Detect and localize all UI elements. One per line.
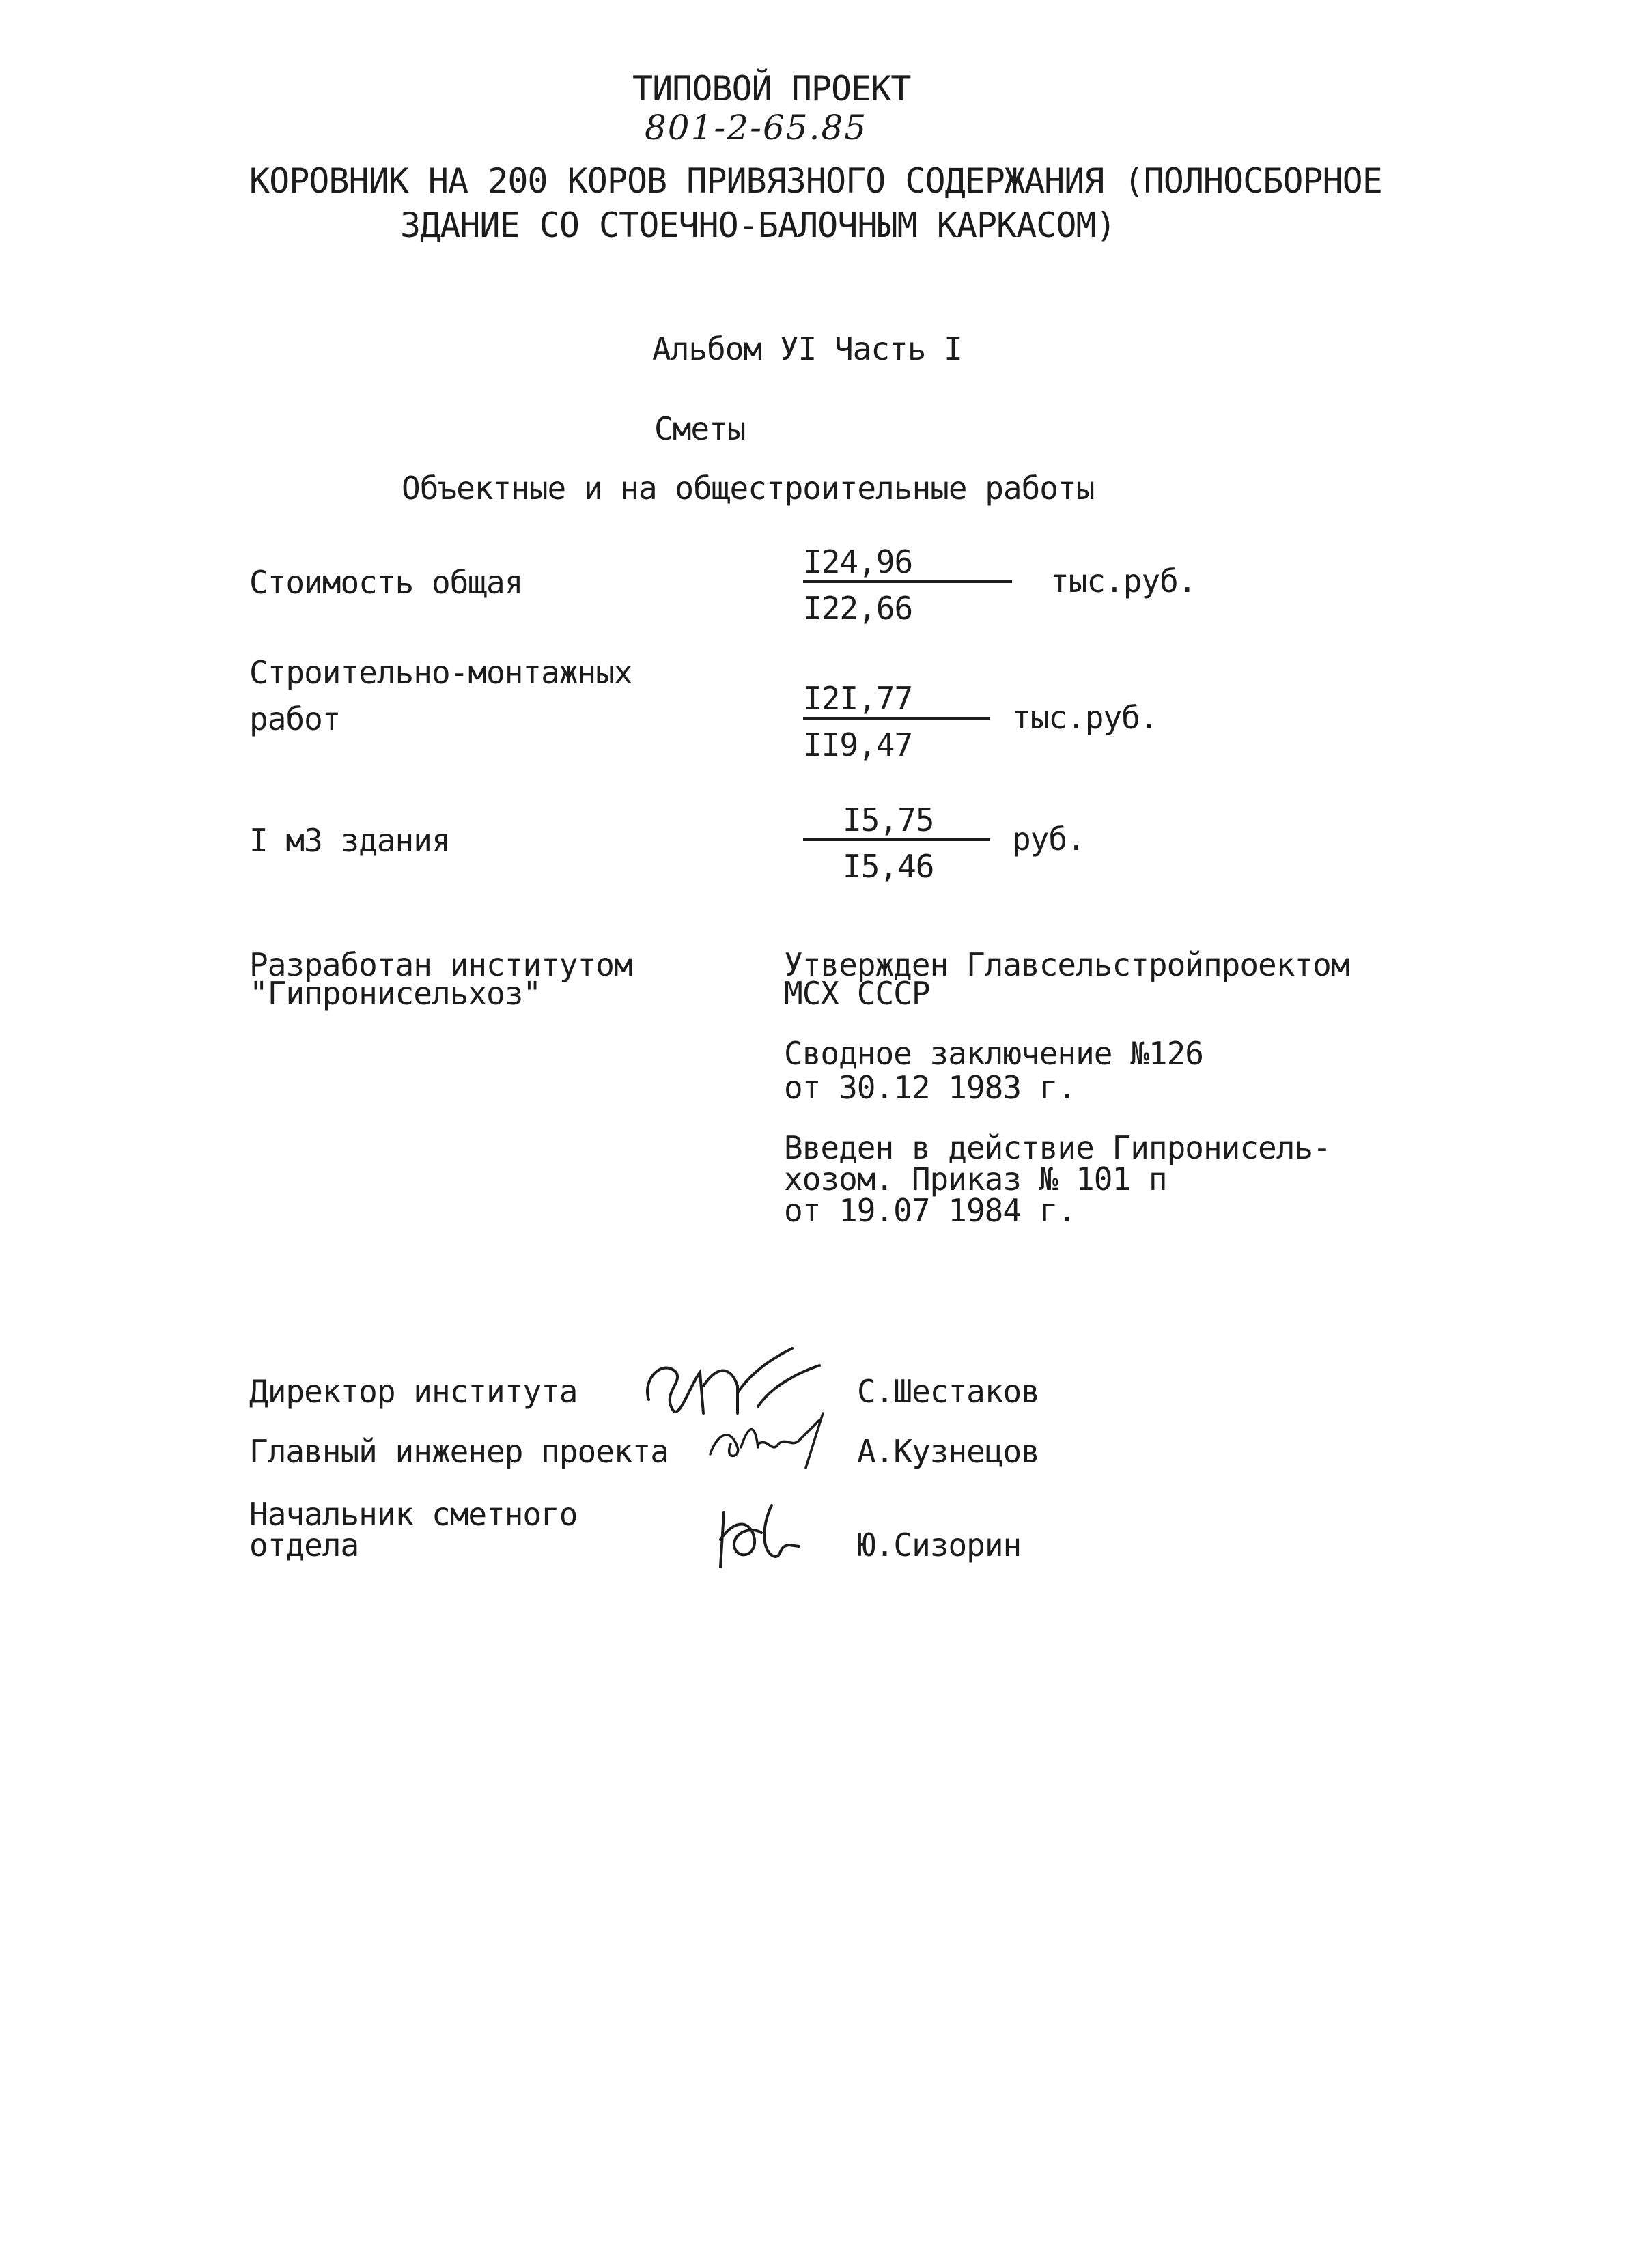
cost-construction-denominator: II9,47 <box>803 726 913 763</box>
cost-per-m3-numerator: I5,75 <box>843 802 934 838</box>
developer-line-1: Разработан институтом <box>249 946 632 983</box>
cost-total-denominator: I22,66 <box>803 590 913 627</box>
album-description: Объектные и на общестроительные работы <box>402 470 1095 507</box>
head-role-1: Начальник сметного <box>249 1496 578 1533</box>
cost-construction-unit: тыс.руб. <box>1012 699 1158 736</box>
head-name: Ю.Сизорин <box>857 1527 1022 1563</box>
approval-intro-2: хозом. Приказ № 101 п <box>784 1161 1167 1197</box>
head-role-2: отдела <box>249 1527 359 1563</box>
cost-total-unit: тыс.руб. <box>1050 563 1196 599</box>
approval-conclusion-2: от 30.12 1983 г. <box>784 1069 1076 1106</box>
cost-construction-label-2: работ <box>249 700 341 737</box>
album-subtitle: Сметы <box>654 410 746 447</box>
director-name: С.Шестаков <box>857 1373 1039 1410</box>
approval-line-1: Утвержден Главсельстройпроектом <box>784 946 1349 983</box>
cost-construction-label-1: Строительно-монтажных <box>249 654 632 691</box>
cost-total-numerator: I24,96 <box>803 543 913 580</box>
cost-total-label: Стоимость общая <box>249 564 523 601</box>
director-role: Директор института <box>249 1373 578 1410</box>
cost-per-m3-fraction-line <box>803 838 990 841</box>
title-line-2: ЗДАНИЕ СО СТОЕЧНО-БАЛОЧНЫМ КАРКАСОМ) <box>400 205 1116 245</box>
project-label: ТИПОВОЙ ПРОЕКТ <box>632 69 911 109</box>
approval-conclusion-1: Сводное заключение №126 <box>784 1035 1203 1072</box>
cost-construction-numerator: I2I,77 <box>803 680 913 717</box>
approval-intro-1: Введен в действие Гипронисель- <box>784 1129 1331 1166</box>
project-number: 801-2-65.85 <box>645 108 868 147</box>
chief-name: А.Кузнецов <box>857 1433 1039 1470</box>
developer-line-2: "Гипронисельхоз" <box>249 975 542 1012</box>
cost-per-m3-label: I м3 здания <box>249 822 450 859</box>
chief-role: Главный инженер проекта <box>249 1433 669 1470</box>
chief-signature <box>703 1406 840 1484</box>
cost-construction-fraction-line <box>803 717 990 720</box>
album-label: Альбом УI Часть I <box>652 330 962 367</box>
title-line-1: КОРОВНИК НА 200 КОРОВ ПРИВЯЗНОГО СОДЕРЖАНИЯ (ПОЛНОСБОРНОЕ <box>249 161 1382 201</box>
head-signature <box>714 1492 823 1576</box>
approval-line-2: МСХ СССР <box>784 975 930 1012</box>
approval-intro-3: от 19.07 1984 г. <box>784 1192 1076 1229</box>
cost-per-m3-unit: руб. <box>1012 821 1085 857</box>
cost-per-m3-denominator: I5,46 <box>843 848 934 885</box>
cost-total-fraction-line <box>803 580 1012 583</box>
